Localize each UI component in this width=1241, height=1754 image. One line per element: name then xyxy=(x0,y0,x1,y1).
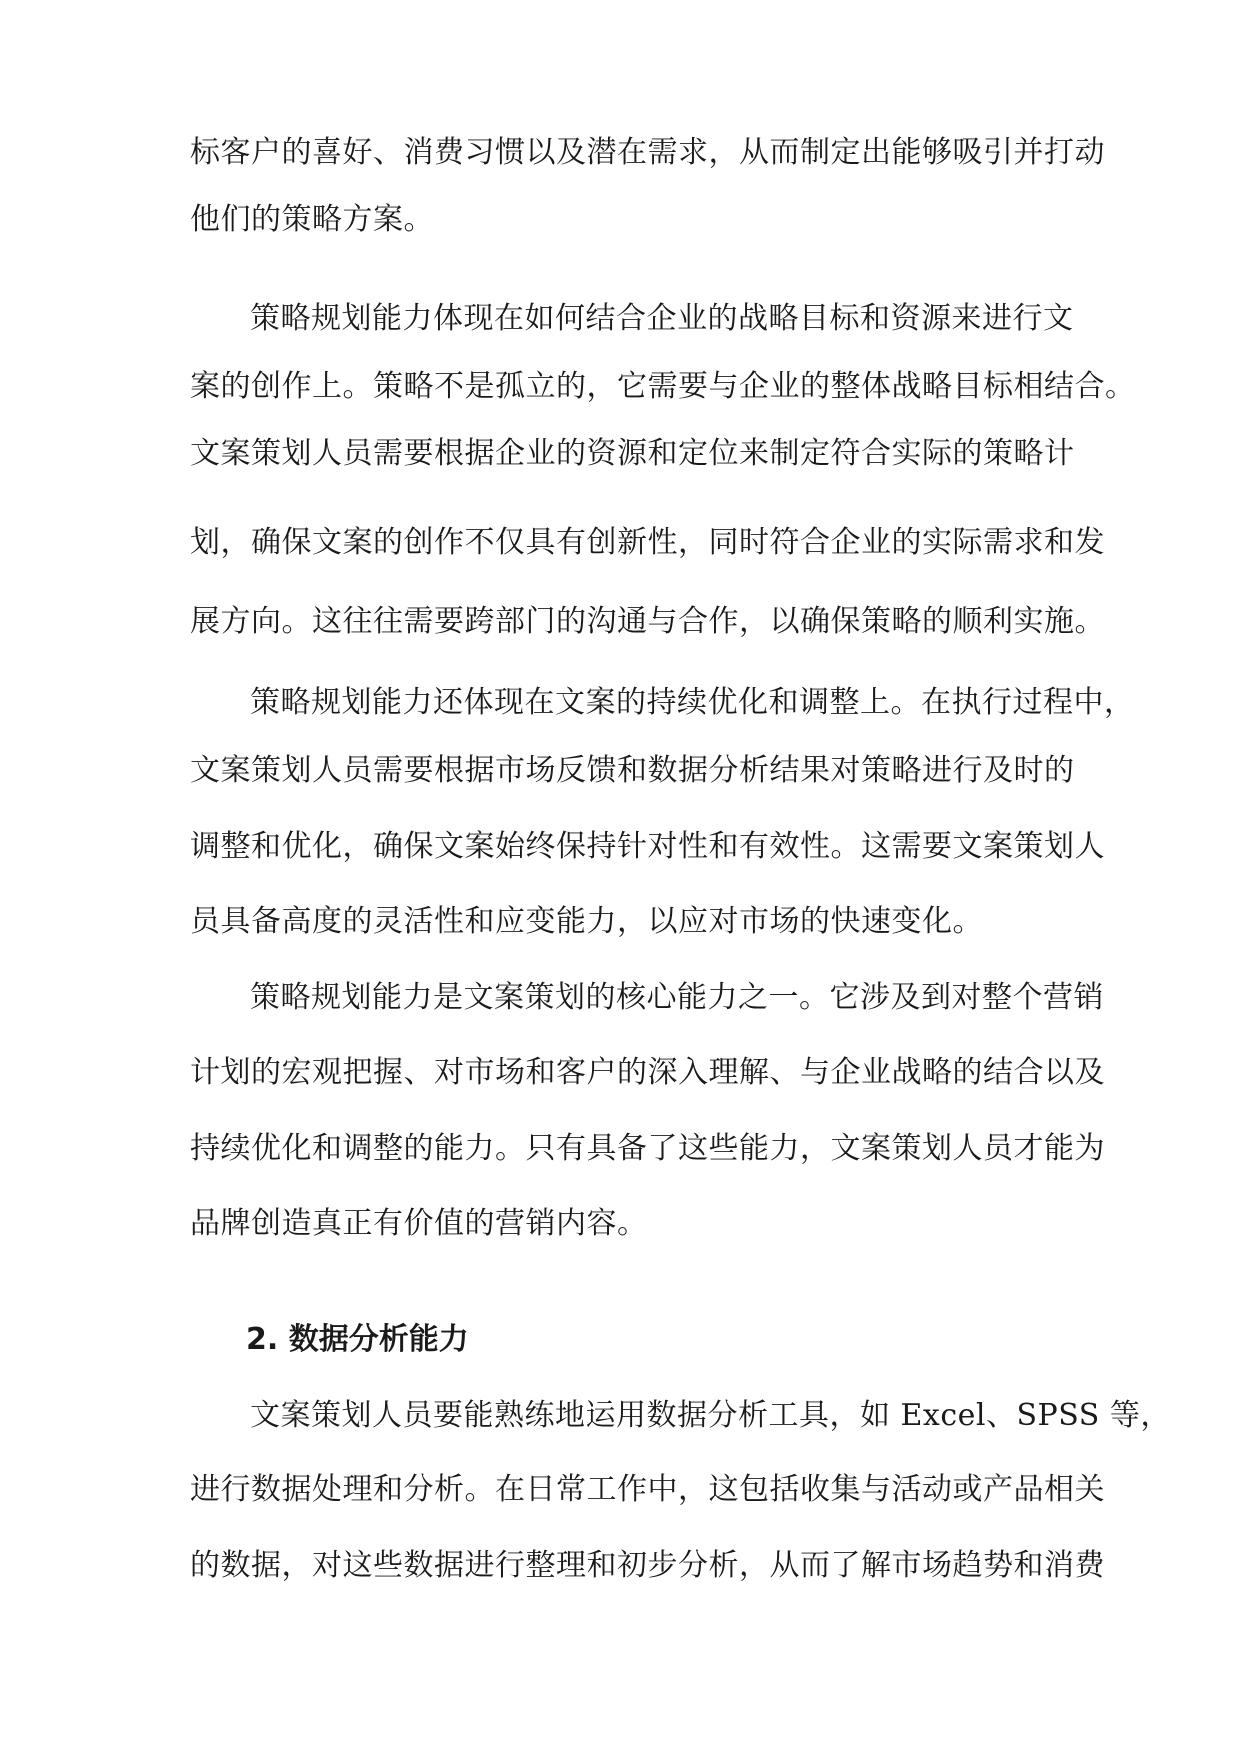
section-heading: 2. 数据分析能力 xyxy=(246,1322,469,1357)
text-line: 文案策划人员需要根据市场反馈和数据分析结果对策略进行及时的 xyxy=(190,753,1075,788)
text-line: 调整和优化，确保文案始终保持针对性和有效性。这需要文案策划人 xyxy=(190,829,1105,864)
paragraph-first-line: 策略规划能力体现在如何结合企业的战略目标和资源来进行文 xyxy=(250,301,1074,336)
paragraph-first-line: 策略规划能力还体现在文案的持续优化和调整上。在执行过程中， xyxy=(250,685,1135,720)
text-line: 他们的策略方案。 xyxy=(190,202,434,237)
text-line: 员具备高度的灵活性和应变能力，以应对市场的快速变化。 xyxy=(190,904,983,939)
paragraph-first-line: 策略规划能力是文案策划的核心能力之一。它涉及到对整个营销 xyxy=(250,980,1104,1015)
paragraph-first-line: 文案策划人员要能熟练地运用数据分析工具，如 Excel、SPSS 等， xyxy=(250,1398,1171,1433)
text-line: 展方向。这往往需要跨部门的沟通与合作，以确保策略的顺利实施。 xyxy=(190,604,1105,639)
text-line: 的数据，对这些数据进行整理和初步分析，从而了解市场趋势和消费 xyxy=(190,1548,1105,1583)
text-line: 案的创作上。策略不是孤立的，它需要与企业的整体战略目标相结合。 xyxy=(190,369,1136,404)
text-line: 标客户的喜好、消费习惯以及潜在需求，从而制定出能够吸引并打动 xyxy=(190,135,1105,170)
text-line: 文案策划人员需要根据企业的资源和定位来制定符合实际的策略计 xyxy=(190,436,1075,471)
text-line: 品牌创造真正有价值的营销内容。 xyxy=(190,1206,648,1241)
text-line: 进行数据处理和分析。在日常工作中，这包括收集与活动或产品相关 xyxy=(190,1472,1105,1507)
text-line: 持续优化和调整的能力。只有具备了这些能力，文案策划人员才能为 xyxy=(190,1131,1105,1166)
text-line: 划，确保文案的创作不仅具有创新性，同时符合企业的实际需求和发 xyxy=(190,525,1105,560)
text-line: 计划的宏观把握、对市场和客户的深入理解、与企业战略的结合以及 xyxy=(190,1055,1105,1090)
